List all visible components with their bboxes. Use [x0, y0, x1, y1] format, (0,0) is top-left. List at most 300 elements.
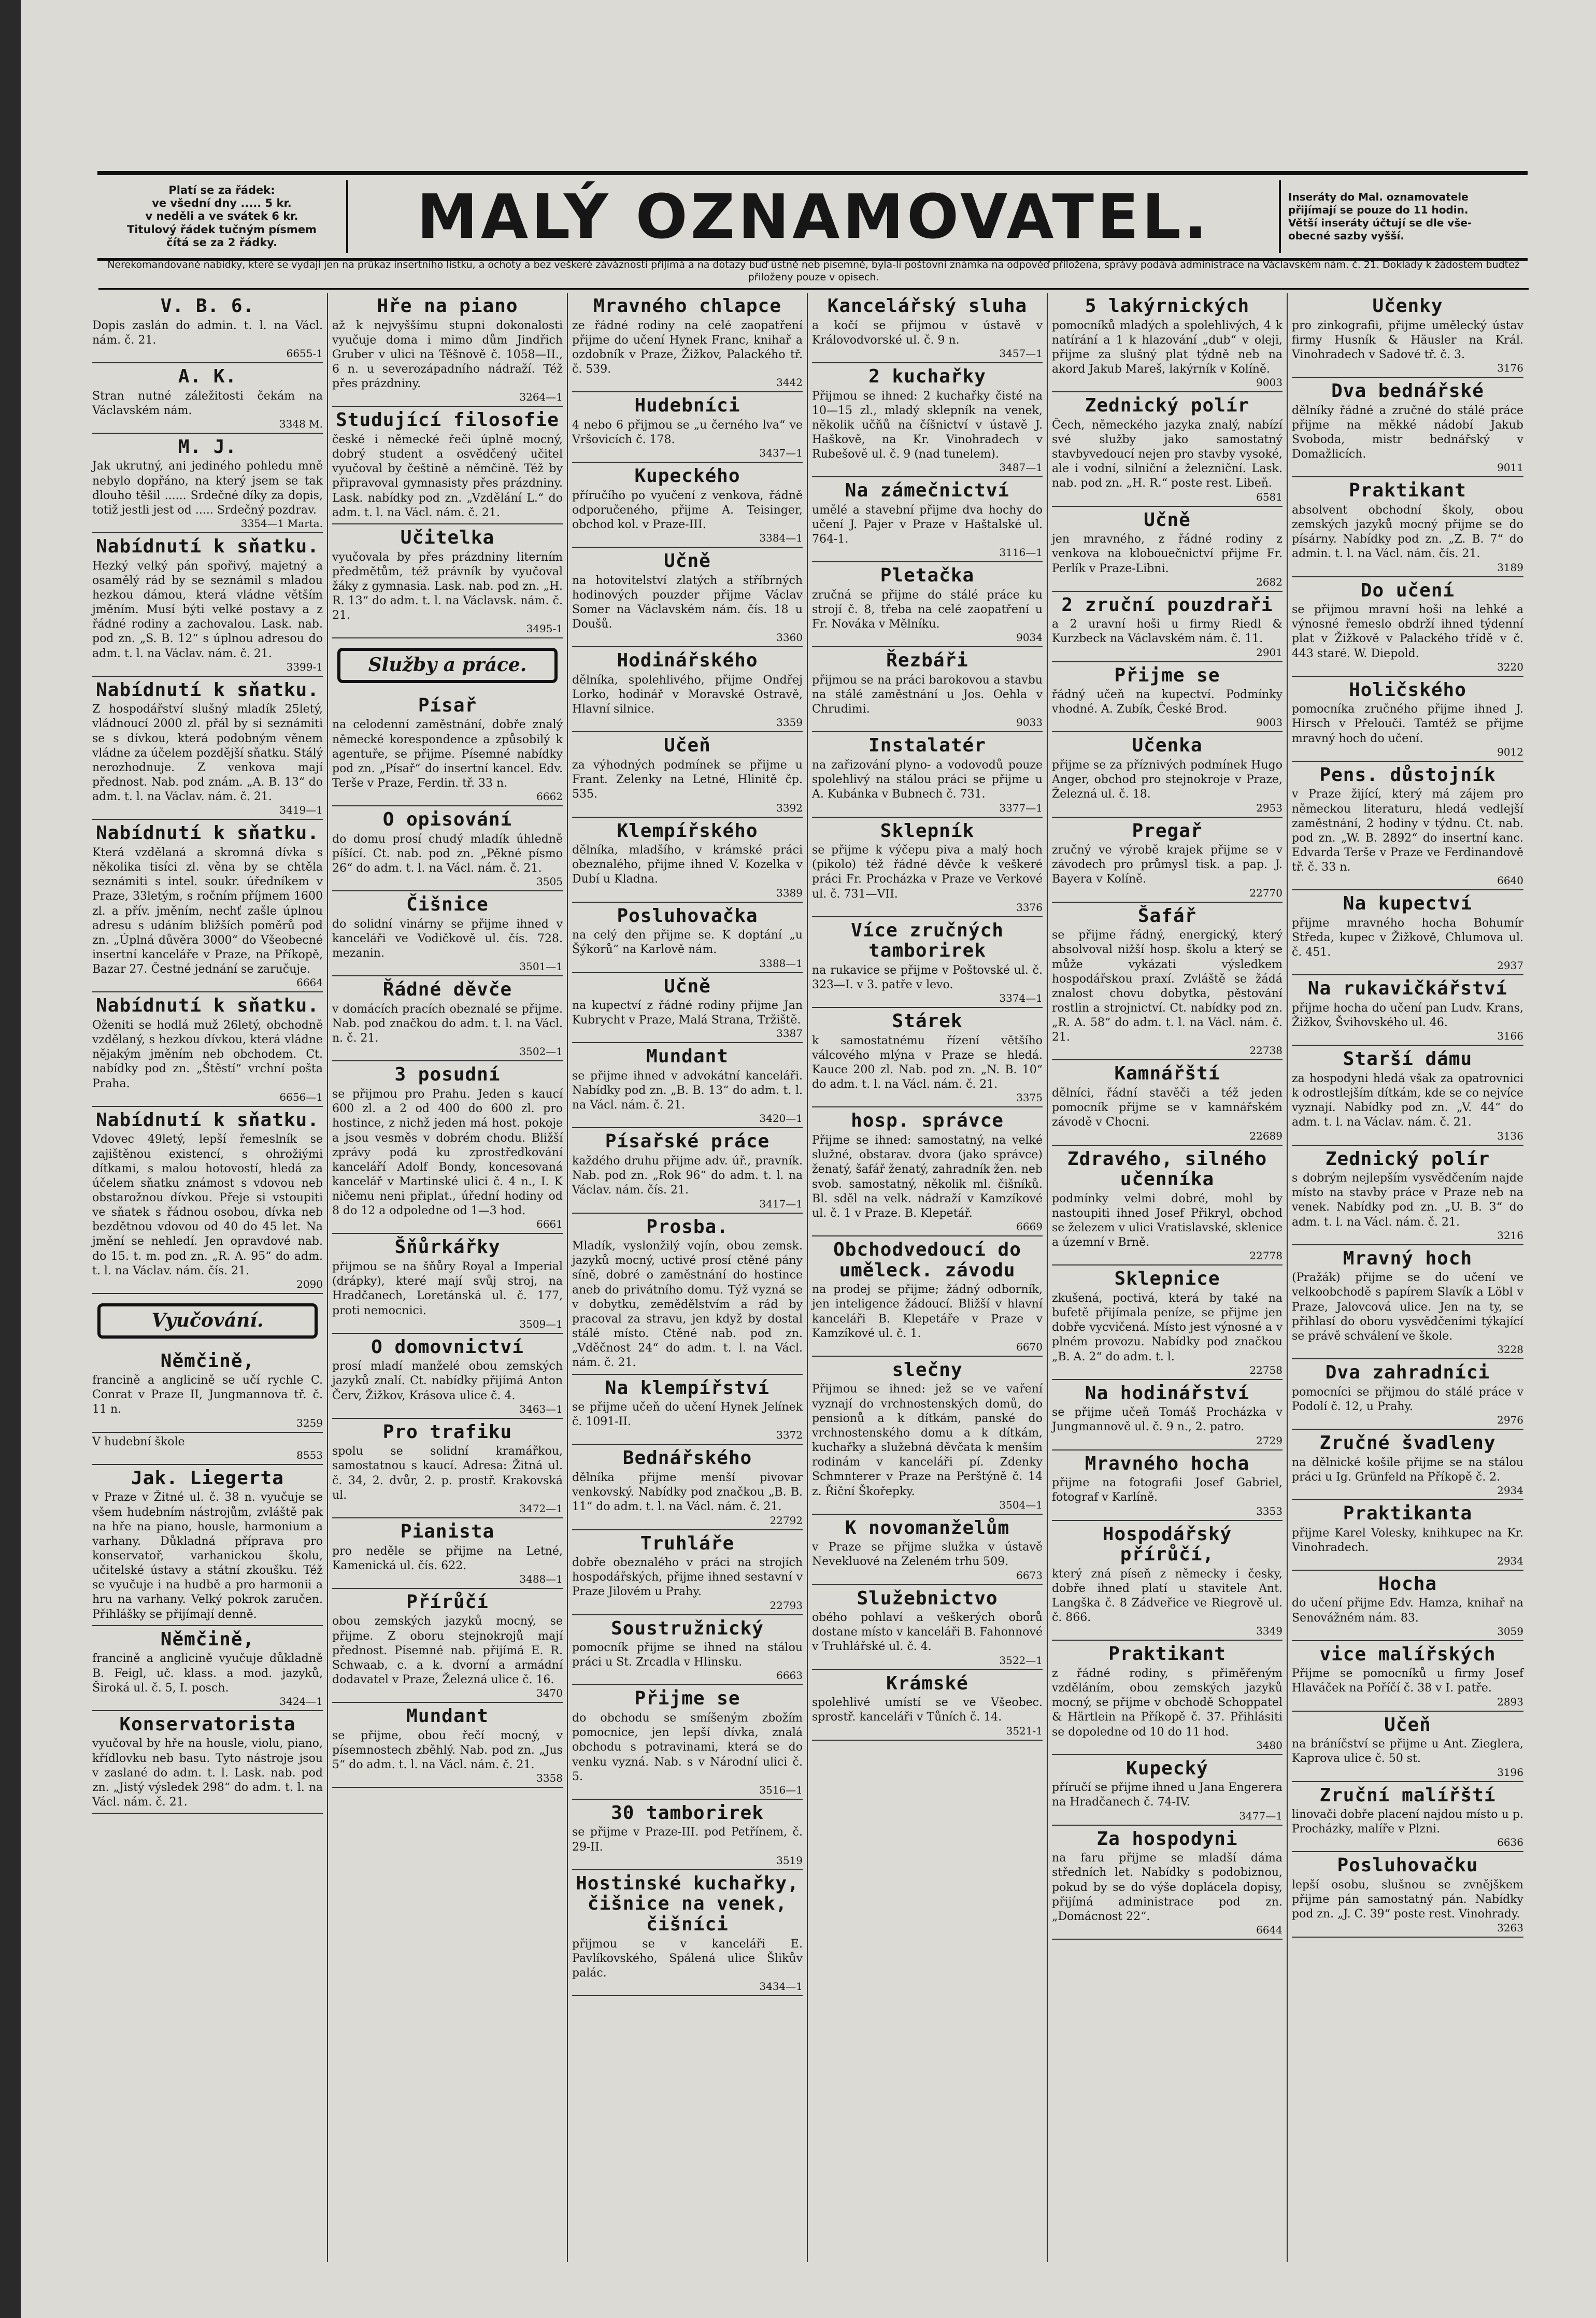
ad-heading: Na kupectví: [1343, 893, 1473, 915]
ad-heading: Němčině,: [160, 1350, 255, 1372]
ad-number: 3470: [536, 1687, 563, 1700]
ad-number: 3116—1: [999, 546, 1043, 559]
ad-number: 9003: [1256, 716, 1282, 729]
classified-ad: [332, 806, 563, 891]
classified-ad: [1052, 1450, 1282, 1521]
ad-number: 2976: [1497, 1414, 1523, 1426]
ad-text: Dopis zaslán do admin. t. l. na Václ. nám. č. 21.: [92, 319, 323, 347]
ad-number: 3228: [1497, 1343, 1523, 1356]
ad-text: k samostatnému řízení většího válcového mlýna v Praze se hledá. Kauce 200 zl. Nab. pod zn. „N. B. 10“ do adm. t. l. na Václ. nám. č. 21.: [812, 1034, 1043, 1091]
ad-heading: hosp. správce: [851, 1110, 1004, 1132]
ad-number: 3392: [776, 801, 803, 814]
ad-text: Přijmou se ihned: jež se ve vaření vyznají do vrchnostenských domů, do pensionů a k dítkám, panské do vrchnostenského domu a k dítkám, kuchařky a služebná děvčata k menším rodinám v kanceláři pí. Zdenky Schmnterer v Praze na Perštýně č. 14 z. Řiční Škořepky.: [812, 1383, 1043, 1498]
ad-text: Přijme se pomocníků u firmy Josef Hlaváček na Poříčí č. 38 v I. patře.: [1292, 1667, 1523, 1695]
ad-text: francině a anglicině se učí rychle C. Conrat v Praze II, Jungmannova tř. č. 11 n.: [92, 1374, 323, 1416]
ad-text: na rukavice se přijme v Poštovské ul. č. 323—I. v 3. patře v levo.: [812, 963, 1043, 992]
classified-ad: [1052, 903, 1282, 1061]
ad-number: 3472—1: [519, 1502, 563, 1515]
ad-column-3: [568, 293, 808, 2262]
classified-ad: [572, 1445, 803, 1530]
ad-heading: Více zručných tamborirek: [851, 919, 1004, 962]
ad-heading: Truhláře: [640, 1532, 735, 1554]
ad-heading: O domovnictví: [371, 1336, 524, 1358]
ad-number: 3360: [776, 631, 803, 644]
ad-number: 9011: [1497, 461, 1523, 474]
ad-heading: Hodinářského: [617, 650, 758, 672]
subhead-notice: Nerekomandované nabídky, které se vydají jen na průkaz insertního lístku, a ochoty a bez veškeré záváznosti přijímá a na dotazy buď ústně neb písemně, byla-li poštovní známka na odpověď přiložena, správy podává administrace na Václavském nám. č. 21. Doklady k žádostem budteż přiloženy pouze v opisech.: [98, 259, 1529, 290]
classified-ad: [92, 1348, 323, 1433]
ad-heading: Mravný hoch: [1343, 1247, 1473, 1269]
ad-text: dělníka, spolehlivého, přijme Ondřej Lorko, hodinář v Moravské Ostravě, Hlavní silnice.: [572, 674, 803, 716]
ad-heading: Hostinské kuchařky, čišnice na venek, čišníci: [576, 1872, 799, 1935]
ad-number: 22689: [1249, 1129, 1282, 1142]
ad-number: 3437—1: [759, 447, 803, 460]
classified-ad: [812, 917, 1043, 1008]
ad-text: pomocníci se přijmou do stálé práce v Podolí č. 12, u Prahy.: [1292, 1385, 1523, 1413]
ad-number: 3519: [776, 1854, 803, 1867]
ad-heading: Praktikant: [1349, 480, 1466, 502]
ad-text: se přijme k výčepu piva a malý hoch (pikolo) též řádné děvče k veškeré práci Fr. Procházka v Praze ve Verkové ul. č. 731—VII.: [812, 844, 1043, 901]
classified-ad: [1292, 477, 1523, 577]
classified-ad: [332, 1703, 563, 1788]
ad-heading: Pianista: [400, 1520, 495, 1542]
ad-heading: Němčině,: [160, 1628, 255, 1650]
classified-ad: [1292, 1852, 1523, 1937]
classified-ad: [812, 647, 1043, 732]
ad-heading: Na hodinářství: [1085, 1382, 1250, 1404]
ad-number: 3387: [776, 1027, 803, 1040]
ad-number: 3516—1: [759, 1783, 803, 1796]
ad-text: prosí mladí manželé obou zemských jazyků znalí. Ct. nabídky přijímá Anton Červ, Žižkov, Krásova ulice č. 4.: [332, 1360, 563, 1402]
ad-heading: K novomanželům: [845, 1517, 1010, 1539]
ad-heading: Nabídnutí k sňatku.: [96, 536, 319, 558]
ad-heading: Učně: [664, 550, 711, 572]
ad-number: 6655-1: [286, 347, 323, 360]
ad-number: 6636: [1497, 1836, 1523, 1849]
ad-number: 3358: [536, 1772, 563, 1785]
ad-number: 3424—1: [279, 1695, 323, 1708]
classified-ad: [572, 973, 803, 1044]
ad-heading: Zednický polír: [1325, 1148, 1490, 1170]
classified-ad: [812, 363, 1043, 477]
ad-heading: Obchodvedoucí do uměleck. závodu: [833, 1239, 1021, 1281]
ad-text: dělníka přijme menší pivovar venkovský. Nabídky pod značkou „B. B. 11“ do adm. t. l. na Václ. nám. č. 21.: [572, 1471, 803, 1514]
classified-ad: [332, 1334, 563, 1419]
ad-text: na prodej se přijme; žádný odborník, jen inteligence žádoucí. Bližší v hlavní kanceláři B. Klepetáře v Praze v Kamzíkové ul. č. 1.: [812, 1283, 1043, 1340]
ad-text: pro neděle se přijme na Letné, Kamenická ul. čís. 622.: [332, 1544, 563, 1572]
ad-number: 3166: [1497, 1030, 1523, 1043]
classified-ad: [572, 1375, 803, 1445]
ad-text: přijme na fotografii Josef Gabriel, fotograf v Karlíně.: [1052, 1476, 1282, 1504]
ad-text: lepší osobu, slušnou se zvnějškem přijme pán samostatný pán. Nabídky pod zn. „J. C. 39“ poste rest. Vinohrady.: [1292, 1879, 1523, 1921]
classified-ad: [1052, 1641, 1282, 1755]
ad-text: a 2 uravní hoši u firmy Riedl & Kurzbeck na Václavském nám. č. 11.: [1052, 618, 1282, 646]
insertion-line: Větší inseráty účtují se dle vše-: [1288, 217, 1472, 229]
ad-text: přijme mravného hocha Bohumír Středa, kupec v Žižkově, Chlumova ul. č. 451.: [1292, 916, 1523, 959]
ad-number: 3359: [776, 716, 803, 729]
classified-ad: [1052, 1060, 1282, 1145]
ad-number: 6656—1: [279, 1090, 323, 1103]
ad-heading: Mundant: [646, 1046, 729, 1068]
ad-heading: Řezbáři: [886, 650, 968, 672]
ad-number: 22738: [1249, 1044, 1282, 1057]
ad-text: s dobrým nejlepším vysvědčením najde místo na stavby práce v Praze neb na venek. Nabídky pod zn. „U. B. 3“ do adm. t. l. na Václ. nám. č. 21.: [1292, 1172, 1523, 1229]
ad-column-2: [328, 293, 568, 2262]
classified-ad: [332, 692, 563, 806]
price-line: Titulový řádek tučným písmem: [127, 223, 317, 236]
ad-heading: Kupeckého: [634, 465, 740, 487]
ad-text: Vdovec 49letý, lepší řemeslník se zajištěnou existencí, s ohrožiými dítkami, s malou hotovostí, hledá za účelem sňatku známost s vdovou neb obstarožnou dívkou. Přeje si vstoupiti ve sňatek s řádnou osobou, dívka neb bezdětnou vdovou od 40 do 45 let. Na jmění se nehledí. Jen opravdové nab. do 15. t. m. pod zn. „R. A. 95“ do adm. t. l. na Václav. nám. čís. 21.: [92, 1133, 323, 1277]
classified-ad: [332, 524, 563, 638]
ad-text: Mladík, vyslonžilý vojín, obou zemsk. jazyků mocný, uctivé prosí ctěné pány síně, dobré o zaměstnání do hostince aneb do privátního domu. Týž vyzná se v dobytku, zemědělstvím a rád by pracoval za stravu, jen když by dostal stálé místo. Ctěné nab. pod zn. „Vděčnost 24“ do adm. t. l. na Václ. nám. č. 21.: [572, 1240, 803, 1370]
classified-ad: [92, 1626, 323, 1711]
ad-heading: Na klempířství: [605, 1377, 770, 1399]
ad-text: který zná píseň z německy i česky, dobře ihned platí u stavitele Ant. Langška č. 8 Zádveřice ve Riegrově ul. č. 866.: [1052, 1567, 1282, 1625]
section-box-heading: Služby a práce.: [337, 648, 558, 683]
ad-number: 22793: [770, 1599, 803, 1612]
ad-heading: Prosba.: [646, 1216, 729, 1238]
ad-heading: Dva zahradníci: [1325, 1362, 1490, 1384]
classified-ad: [1052, 1146, 1282, 1266]
classified-ad: [92, 1107, 323, 1294]
ad-text: řádný učeň na kupectví. Podmínky vhodné. A. Zubík, České Brod.: [1052, 688, 1282, 716]
ad-number: 2934: [1497, 1484, 1523, 1497]
ad-heading: Praktikant: [1108, 1643, 1226, 1665]
ad-text: zkušená, poctivá, která by také na bufetě přijímala peníze, se přijme jen dobře vycvičená. Místo jest výnosné a v plném provozu. Nabídky pod značkou „B. A. 2“ do adm. t. l.: [1052, 1291, 1282, 1363]
ad-number: 6669: [1016, 1220, 1043, 1233]
ad-text: v Praze v Žitné ul. č. 38 n. vyučuje se všem hudebním nástrojům, zvláště pak na hře na piano, housle, harmonium a varhany. Důkladná příprava pro konservatoř, varhanickou školu, učitelské ústavy a státní zkoušku. Též se vyučuje i na hudbě a pro harmonii a hru na varhany. Velký pokrok zaručen. Přihlášky se přijímají denně.: [92, 1491, 323, 1621]
ad-heading: Za hospodyni: [1096, 1828, 1238, 1850]
section-title: MALÝ OZNAMOVATEL.: [417, 181, 1210, 252]
ad-heading: Holičského: [1349, 679, 1466, 701]
ad-heading: Pletačka: [880, 565, 975, 587]
ad-text: za hospodyni hledá však za opatrovnici k odrostlejším dítkám, kde se co nejvíce vyznají. Nabídky pod zn. „V. 44“ do adm. t. l. na Václav. nám. č. 21.: [1292, 1072, 1523, 1129]
classified-ad: [1292, 1359, 1523, 1430]
classified-ad: [572, 732, 803, 817]
ad-number: 6662: [536, 790, 563, 803]
ad-heading: Kupecký: [1126, 1757, 1208, 1779]
ad-text: v Praze se přijme služka v ústavě Nevekluové na Zeleném trhu 509.: [812, 1541, 1043, 1569]
ad-text: přijme se za příznivých podmínek Hugo Anger, obchod pro stejnokroje v Praze, Železná ul. č. 18.: [1052, 759, 1282, 801]
classified-ad: [1292, 1641, 1523, 1712]
classified-ad: [572, 548, 803, 647]
ad-number: 22792: [770, 1514, 803, 1527]
ad-text: přijmou se na šňůry Royal a Imperial (drápky), které mají svůj stroj, na Hradčanech, Loretánská ul. č. 177, proti nemocnici.: [332, 1260, 563, 1317]
ad-number: 3375: [1016, 1091, 1043, 1104]
ad-text: vyučoval by hře na housle, violu, piano, křídlovku neb basu. Tyto nástroje jsou v zaslané do adm. t. l. Lask. nab. pod zn. „Jistý výsledek 298“ do adm. t. l. na Václ. nám. č. 21.: [92, 1737, 323, 1809]
ad-number: 6664: [296, 976, 323, 989]
ad-number: 9003: [1256, 376, 1282, 389]
classified-ad: [572, 1800, 803, 1870]
ad-number: 3354—1 Marta.: [240, 517, 323, 530]
ad-number: 6640: [1497, 874, 1523, 887]
ad-text: české i německé řeči úplně mocný, dobrý student a osvědčený učitel vyučoval by češtině a němčině. Též by připravoval gymnasisty přes prázdniny. Lask. nabídky pod zn. „Vzdělání L.“ do adm. t. l. na Václ. nám. č. 21.: [332, 433, 563, 519]
ad-column-5: [1048, 293, 1288, 2262]
classified-ad: [1052, 1265, 1282, 1380]
insertion-line: přijímají se pouze do 11 hodin.: [1288, 204, 1469, 216]
classified-ad: [92, 820, 323, 992]
ad-text: do obchodu se smíšeným zbožím pomocnice, jen lepší dívka, znalá obchodu s potravinami, která se do venku vyzná. Nab. s v Národní ulici č. 5.: [572, 1712, 803, 1783]
ad-text: za výhodných podmínek se přijme u Frant. Zelenky na Letné, Hlinitě čp. 535.: [572, 759, 803, 801]
ad-text: z řádné rodiny, s přiměřeným vzděláním, obou zemských jazyků mocný, se přijme v obchodě Schoppatel & Härtlein na Příkopě č. 37. Přihlásiti se dopoledne od 10 do 11 hod.: [1052, 1667, 1282, 1739]
ad-text: se přijme učeň do učení Hynek Jelínek č. 1091-II.: [572, 1401, 803, 1429]
ad-text: 4 nebo 6 přijmou se „u černého lva“ ve Vršovicích č. 178.: [572, 418, 803, 446]
ad-text: Hezký velký pán spořivý, majetný a osamělý rád by se seznámil s mladou hezkou dámou, která vládne větším jměním. Musí býti velké postavy a z řádné rodiny a zachovalou. Lask. nab. pod zn. „S. B. 12“ s úplnou adresou do adm. t. l. na Václav. nám. č. 21.: [92, 559, 323, 660]
ad-heading: Pregař: [1132, 820, 1203, 842]
ad-text: absolvent obchodní školy, obou zemských jazyků mocný přijme se do písárny. Nabídky pod zn. „Z. B. 7“ do admin. t. l. na Václ. nám. čís. 21.: [1292, 503, 1523, 561]
ad-text: přijmou se v kanceláři E. Pavlíkovského, Spálená ulice Šlikův palác.: [572, 1937, 803, 1980]
ad-number: 3434—1: [759, 1980, 803, 1993]
ad-heading: Konservatorista: [119, 1713, 296, 1735]
classified-ad: [1052, 1755, 1282, 1826]
ad-text: (Pražák) přijme se do učení ve velkoobchodě s papírem Slavík a Löbl v Praze, Jalovcová ulice. Jen na ty, se přihlasí do oboru vysvědčeními týkající se právě schválení ve škole.: [1292, 1271, 1523, 1343]
classified-ad: [332, 293, 563, 407]
ad-text: na hotovitelství zlatých a stříbrných hodinových pouzder přijme Václav Somer na Václavském nám. čís. 18 u Doušů.: [572, 574, 803, 631]
classified-ad: [332, 891, 563, 976]
ad-text: Z hospodářství slušný mladík 25letý, vládnoucí 2000 zl. přál by si seznámiti se s dívkou, která podobným věnem vládne za účelem pozdější sňatku. Stálý nerozhodnuje. Z venkova mají přednost. Nab. pod znám. „A. B. 13“ do adm. t. l. na Václav. nám. č. 21.: [92, 703, 323, 804]
ad-text: vyučovala by přes prázdniny literním předmětům, též právník by vyučoval žáky z gymnasia. Lask. nab. pod zn. „H. R. 13“ do adm. t. l. na Václavsk. nám. č. 21.: [332, 550, 563, 622]
ad-heading: Jak. Liegerta: [131, 1467, 284, 1489]
ad-number: 9033: [1016, 716, 1043, 729]
ad-heading: Zruční malířští: [1319, 1784, 1496, 1806]
ad-number: 3488—1: [519, 1572, 563, 1585]
ad-heading: 3 posudní: [394, 1064, 501, 1086]
ad-heading: Sklepník: [880, 820, 975, 842]
classified-ad: [812, 1008, 1043, 1107]
classified-ad: [572, 1214, 803, 1375]
ad-number: 3522—1: [999, 1654, 1043, 1667]
classified-ad: [812, 1357, 1043, 1515]
ad-text: Jak ukrutný, ani jediného pohledu mně nebylo dopřáno, na který jsem se tak dlouho těšil ...... Srdečné díky za dopis, totiž jestli jest od ..... Srdečný pozdrav.: [92, 460, 323, 517]
ad-number: 3417—1: [759, 1197, 803, 1210]
classified-ad: [1292, 293, 1523, 378]
ad-number: 2934: [1497, 1554, 1523, 1567]
ad-text: příručího po vyučení z venkova, řádně odporučeného, přijme A. Teisinger, obchod kol. v Praze-III.: [572, 489, 803, 532]
ad-number: 3487—1: [999, 461, 1043, 474]
ad-number: 6644: [1256, 1923, 1282, 1936]
ad-heading: A. K.: [178, 365, 237, 387]
ad-heading: 30 tamborirek: [611, 1802, 764, 1824]
ad-heading: Zednický polír: [1085, 395, 1250, 417]
ad-number: 3463—1: [519, 1402, 563, 1415]
insertion-notice: [1279, 180, 1528, 253]
ad-number: 3136: [1497, 1129, 1523, 1142]
ad-heading: vice malířských: [1319, 1643, 1496, 1665]
ad-heading: Mundant: [406, 1705, 489, 1727]
ad-number: 6673: [1016, 1569, 1043, 1582]
ad-text: pomocníků mladých a spolehlivých, 4 k natírání a 1 k hlazování „dub“ v oleji, přijme za slušný plat týdně neb na akord Jakub Mareš, lakýrník v Kolíně.: [1052, 319, 1282, 376]
ad-heading: Do učení: [1360, 579, 1455, 601]
ad-number: 3501—1: [519, 960, 563, 973]
ad-number: 3264—1: [519, 391, 563, 404]
ad-number: 3263: [1497, 1921, 1523, 1934]
ad-heading: Instalatér: [868, 735, 986, 757]
ad-number: 3442: [776, 376, 803, 389]
ad-text: pomocníka zručného přijme ihned J. Hirsch v Přelouči. Tamtéž se přijme mravný hoch do učení.: [1292, 703, 1523, 745]
classified-ad: [332, 1518, 563, 1589]
ad-heading: Učeň: [664, 735, 711, 757]
ad-heading: Učně: [664, 975, 711, 997]
ad-heading: Učně: [1144, 509, 1191, 531]
ad-heading: Sklepnice: [1114, 1268, 1220, 1290]
ad-number: 3353: [1256, 1504, 1282, 1517]
ad-text: přijme hocha do učení pan Ludv. Krans, Žižkov, Švihovského ul. 46.: [1292, 1001, 1523, 1030]
classified-ad: [332, 976, 563, 1061]
ad-heading: Přijme se: [634, 1688, 740, 1710]
classified-ad: [92, 363, 323, 434]
classified-ad: [812, 562, 1043, 647]
classified-ad: [1292, 1782, 1523, 1853]
ad-heading: Praktikanta: [1343, 1502, 1473, 1524]
ad-number: 3419—1: [279, 804, 323, 817]
classified-ad: [92, 1711, 323, 1814]
classified-ad: [572, 1870, 803, 1996]
ad-number: 3377—1: [999, 801, 1043, 814]
ad-number: 3389: [776, 886, 803, 899]
ad-number: 3399-1: [286, 660, 323, 673]
ad-heading: Zručné švadleny: [1319, 1432, 1496, 1454]
ad-heading: slečny: [892, 1359, 963, 1381]
classified-ad: [1292, 677, 1523, 762]
classified-ad: [1052, 662, 1282, 733]
ad-text: zručný ve výrobě krajek přijme se v závodech pro průmysl tisk. a pap. J. Bayera v Kolíně.: [1052, 844, 1282, 886]
ad-text: na celodenní zaměstnání, dobře znalý německé korespondence a způsobilý k agentuře, se přijme. Písemné nabídky pod zn. „Písař“ do insertní kancel. Edv. Terše v Praze, Ferdin. tř. 33 n.: [332, 718, 563, 790]
classified-ad: [1292, 890, 1523, 975]
classified-ad: [1052, 293, 1282, 392]
ad-number: 3372: [776, 1429, 803, 1442]
classified-ad: [1292, 1712, 1523, 1782]
ad-heading: 2 kuchařky: [868, 365, 986, 387]
ad-column-4: [808, 293, 1048, 2262]
ad-heading: Mravného hocha: [1085, 1453, 1250, 1474]
classified-ad: [1052, 507, 1282, 592]
ad-text: každého druhu přijme adv. úř., pravník. Nab. pod zn. „Rok 96“ do adm. t. l. na Václav. nám. čís. 21.: [572, 1155, 803, 1197]
ad-text: se přijme, obou řečí mocný, v písemnostech zběhlý. Nab. pod zn. „Jus 5“ do adm. t. l. na Václ. nám. č. 21.: [332, 1729, 563, 1772]
ad-number: 2953: [1256, 801, 1282, 814]
ad-number: 3521-1: [1006, 1724, 1043, 1737]
ad-heading: Stárek: [892, 1011, 963, 1032]
ad-text: V hudební škole: [92, 1435, 185, 1448]
ad-heading: Hospodářský přírůčí,: [1102, 1523, 1232, 1566]
ad-number: 6670: [1016, 1340, 1043, 1353]
ad-text: spolehlivé umístí se ve Všeobec. sprostř. kanceláři v Tůních č. 14.: [812, 1696, 1043, 1724]
ad-number: 22770: [1249, 886, 1282, 899]
ad-heading: Krámské: [886, 1672, 968, 1694]
classified-ad: [572, 392, 803, 463]
ad-heading: Nabídnutí k sňatku.: [96, 995, 319, 1017]
classified-ad: [1052, 1380, 1282, 1450]
classified-ad: [572, 293, 803, 392]
ad-heading: O opisování: [382, 809, 512, 831]
ad-text: do solidní vinárny se přijme ihned v kanceláři ve Vodičkově ul. čís. 728. mezanin.: [332, 917, 563, 960]
ad-heading: Bednářského: [622, 1447, 752, 1469]
classified-ad: [332, 1589, 563, 1703]
ad-number: 3220: [1497, 660, 1523, 673]
ad-number: 3388—1: [759, 957, 803, 970]
ad-number: 2937: [1497, 959, 1523, 972]
ad-number: 6661: [536, 1218, 563, 1231]
ad-text: na celý den přijme se. K doptání „u Šýkorů“ na Karlově nám.: [572, 929, 803, 957]
price-line: čítá se za 2 řádky.: [166, 236, 278, 249]
ad-number: 3505: [536, 875, 563, 888]
ad-heading: Nabídnutí k sňatku.: [96, 679, 319, 701]
ad-number: 6663: [776, 1669, 803, 1682]
ad-heading: Čišnice: [406, 894, 489, 916]
ad-text: dobře obeznalého v práci na strojích hospodářských, přijme ihned sestavní v Praze Jilovém u Prahy.: [572, 1556, 803, 1599]
ad-heading: V. B. 6.: [160, 295, 255, 317]
ad-text: až k nejvyššímu stupni dokonalosti vyučuje doma i mimo dům Jindřich Gruber v ulici na Těšnově č. 1058—II., 6 n. u severozápadního nádraží. Též přes prázdniny.: [332, 319, 563, 391]
ad-text: na zařizování plyno- a vodovodů pouze spolehlivý na stálou práci se přijme u A. Kubánka v Bubnech č. 731.: [812, 759, 1043, 801]
classified-ad: [1292, 1430, 1523, 1500]
ad-heading: Starší dámu: [1343, 1048, 1473, 1070]
classified-ad: [1052, 818, 1282, 903]
ad-heading: Na zámečnictví: [845, 480, 1010, 502]
classified-ad: [812, 1515, 1043, 1585]
classified-ad: [1052, 592, 1282, 662]
ad-number: 3495-1: [526, 622, 563, 635]
ad-text: přijme Karel Volesky, knihkupec na Kr. Vinohradech.: [1292, 1526, 1523, 1554]
masthead: [97, 171, 1528, 261]
newspaper-page: [78, 155, 1529, 2270]
ad-text: zručná se přijme do stálé práce ku strojí č. 8, třeba na celé zaopatření u Fr. Nováka v Mělníku.: [812, 588, 1043, 631]
price-notice: [97, 180, 348, 253]
ad-heading: Písař: [418, 694, 477, 716]
ad-heading: Šafář: [1137, 905, 1197, 927]
ad-number: 3480: [1256, 1739, 1282, 1752]
ad-heading: Kancelářský sluha: [827, 295, 1028, 317]
classified-ad: [1052, 1826, 1282, 1940]
classified-ad: [1292, 1571, 1523, 1641]
ad-number: 3376: [1016, 901, 1043, 914]
ad-number: 3196: [1497, 1766, 1523, 1779]
ad-number: 6581: [1256, 490, 1282, 503]
ad-number: 3509—1: [519, 1317, 563, 1330]
classified-ad: [1292, 577, 1523, 677]
ad-text: ze řádné rodiny na celé zaopatření přijme do učení Hynek Franc, knihař a ozdobník v Praze, Žižkov, Palackého tř. č. 539.: [572, 319, 803, 376]
ad-number: 3384—1: [759, 532, 803, 545]
insertion-line: Inseráty do Mal. oznamovatele: [1288, 191, 1469, 203]
classified-ad: [812, 293, 1043, 363]
ad-text: do domu prosí chudý mladík úhledně píšící. Ct. nab. pod zn. „Pěkné písmo 26“ do adm. t. l. na Václ. nám. č. 21.: [332, 832, 563, 875]
ad-heading: M. J.: [178, 436, 237, 458]
ad-text: francině a anglicině vyučuje důkladně B. Feigl, uč. klass. a mod. jazyků, Široká ul. č. 5, I. posch.: [92, 1652, 323, 1695]
ad-heading: Přijme se: [1114, 664, 1220, 686]
classified-ad: [812, 1107, 1043, 1236]
ad-text: linovači dobře placení najdou místo u p. Procházky, malíře v Plzni.: [1292, 1808, 1523, 1836]
insertion-line: obecné sazby vyšší.: [1288, 230, 1404, 242]
classified-ad: [1052, 1521, 1282, 1641]
ad-heading: Řádné děvče: [382, 979, 512, 1001]
ad-text: dělníka, mladšího, v krámské práci obeznalého, přijme ihned V. Kozelka v Dubí u Kladna.: [572, 844, 803, 886]
ad-number: 2893: [1497, 1695, 1523, 1708]
ad-number: 3504—1: [999, 1498, 1043, 1511]
classified-ad: [812, 477, 1043, 562]
ad-heading: Kamnářští: [1114, 1063, 1220, 1085]
classified-ad: [572, 903, 803, 973]
classified-ad: [332, 1419, 563, 1518]
ad-text: na faru přijme se mladší dáma středních let. Nabídky s podobiznou, pokud by se do výše doplácela dopisy, přijímá administrace pod zn. „Domácnost 22“.: [1052, 1852, 1282, 1923]
ad-text: se přijme učeň Tomáš Procházka v Jungmannově ul. č. 9 n., 2. patro.: [1052, 1406, 1282, 1434]
classified-ad: [572, 1043, 803, 1128]
ad-heading: Učenka: [1132, 735, 1203, 757]
ad-text: se přijme ihned v advokátní kanceláři. Nabídky pod zn. „B. B. 13“ do adm. t. l. na Václ. nám. č. 21.: [572, 1070, 803, 1112]
ad-text: pro zinkografii, přijme umělecký ústav firmy Husník & Häusler na Král. Vinohradech v Sadové tř. č. 3.: [1292, 319, 1523, 361]
ad-number: 3502—1: [519, 1045, 563, 1058]
ad-text: Přijme se ihned: samostatný, na velké služné, obstarav. dvora (jako správce) ženatý, šafář ženatý, zahradník žen. neb svob. samostatný, několik ml. čišníků. Bl. sděl na velk. nádraží v Kamzíkové ul. č. 1 v Praze. B. Klepetář.: [812, 1134, 1043, 1220]
ad-text: Oženiti se hodlá muž 26letý, obchodně vzdělaný, s hezkou dívkou, která vládne nějakým jměním neb obchodem. Ct. nabídky pod zn. „Štěstí“ vrchní pošta Praha.: [92, 1019, 323, 1090]
ad-number: 3216: [1497, 1229, 1523, 1242]
classified-ad: [92, 434, 323, 533]
